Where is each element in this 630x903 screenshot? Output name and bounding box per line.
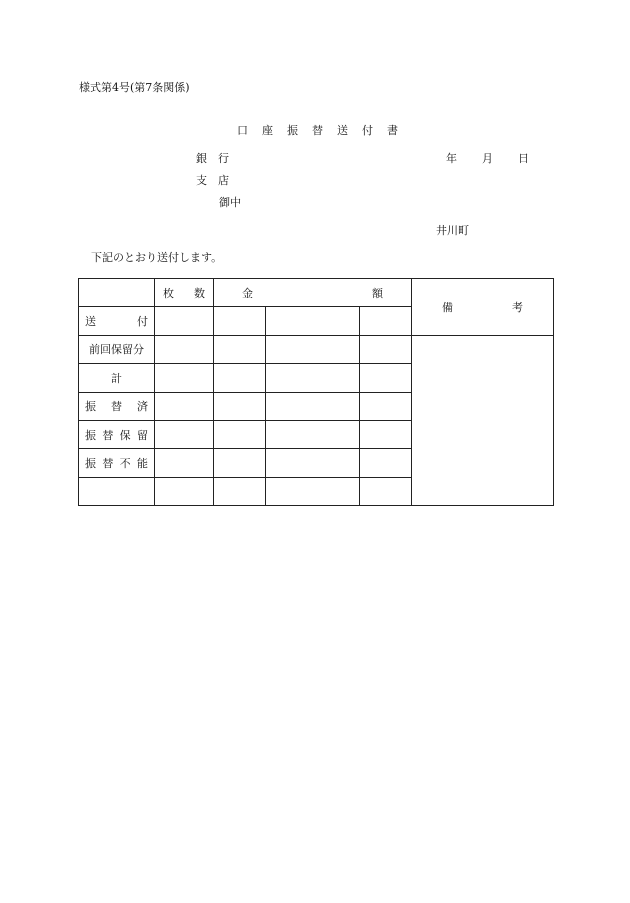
amount-cell-3	[360, 449, 412, 477]
row-label-text: 計	[111, 371, 122, 385]
amount-cell-1	[214, 364, 266, 392]
count-cell	[155, 364, 214, 392]
amount-cell-2	[266, 449, 360, 477]
amount-cell-1	[214, 420, 266, 448]
intro-text: 下記のとおり送付します。	[91, 251, 223, 264]
row-label-char: 振	[85, 428, 96, 442]
row-label-char: 振	[85, 400, 96, 414]
transfer-table	[78, 278, 554, 506]
row-label-char: 送	[85, 315, 96, 329]
row-label-char: 替	[111, 400, 122, 414]
title-char: 送	[337, 124, 348, 137]
count-cell	[155, 335, 214, 363]
header-remarks	[412, 279, 554, 336]
title-char: 書	[387, 124, 398, 137]
header-count-char: 数	[194, 286, 205, 300]
amount-cell-3	[360, 392, 412, 420]
bank-label: 銀 行	[196, 152, 229, 165]
header-count	[155, 279, 214, 307]
amount-cell-2	[266, 420, 360, 448]
amount-cell-2	[266, 392, 360, 420]
amount-cell-2	[266, 307, 360, 335]
amount-cell-1	[214, 392, 266, 420]
amount-cell-2	[266, 364, 360, 392]
row-label-char: 不	[119, 456, 131, 470]
amount-cell-1	[214, 307, 266, 335]
count-cell	[155, 477, 214, 505]
title-char: 口	[237, 124, 248, 137]
row-label-total	[79, 364, 155, 392]
amount-cell-1	[214, 335, 266, 363]
count-cell	[155, 307, 214, 335]
row-label-char: 振	[85, 456, 96, 470]
row-label-char: 付	[137, 315, 148, 329]
header-remarks-char: 備	[442, 300, 454, 314]
row-label-char: 留	[136, 428, 148, 442]
title-char: 付	[362, 124, 373, 137]
row-label-char: 替	[102, 456, 114, 470]
sender-name: 井川町	[436, 224, 469, 237]
date-year: 年	[446, 152, 457, 165]
amount-cell-3	[360, 477, 412, 505]
table-header-row	[79, 279, 554, 307]
row-label-text: 前回保留分	[89, 343, 144, 357]
row-label-send	[79, 307, 155, 335]
amount-cell-1	[214, 477, 266, 505]
document-title	[237, 125, 398, 136]
header-remarks-char: 考	[512, 300, 524, 314]
amount-cell-1	[214, 449, 266, 477]
row-label-done	[79, 392, 155, 420]
amount-cell-3	[360, 335, 412, 363]
honorific: 御中	[219, 196, 241, 209]
amount-cell-3	[360, 307, 412, 335]
row-label-hold	[79, 420, 155, 448]
title-char: 替	[312, 124, 323, 137]
amount-cell-3	[360, 364, 412, 392]
amount-cell-2	[266, 477, 360, 505]
row-label-char: 能	[136, 456, 148, 470]
title-char: 座	[262, 124, 273, 137]
header-blank-cell	[79, 279, 155, 307]
date-day: 日	[518, 152, 529, 165]
row-label-char: 替	[102, 428, 114, 442]
date-month: 月	[482, 152, 493, 165]
title-char: 振	[287, 124, 298, 137]
count-cell	[155, 392, 214, 420]
amount-cell-2	[266, 335, 360, 363]
row-label-char: 済	[137, 400, 148, 414]
amount-cell-3	[360, 420, 412, 448]
branch-label: 支 店	[196, 174, 229, 187]
header-amount	[214, 279, 412, 307]
form-label: 様式第4号(第7条関係)	[79, 81, 190, 94]
row-label-fail	[79, 449, 155, 477]
row-label-char: 保	[119, 428, 131, 442]
row-label-empty	[79, 477, 155, 505]
remarks-cell	[412, 335, 554, 505]
count-cell	[155, 420, 214, 448]
row-label-prev	[79, 335, 155, 363]
header-amount-char: 額	[372, 286, 384, 300]
table-row	[79, 335, 554, 363]
header-count-char: 枚	[163, 286, 174, 300]
count-cell	[155, 449, 214, 477]
header-amount-char: 金	[242, 286, 253, 300]
